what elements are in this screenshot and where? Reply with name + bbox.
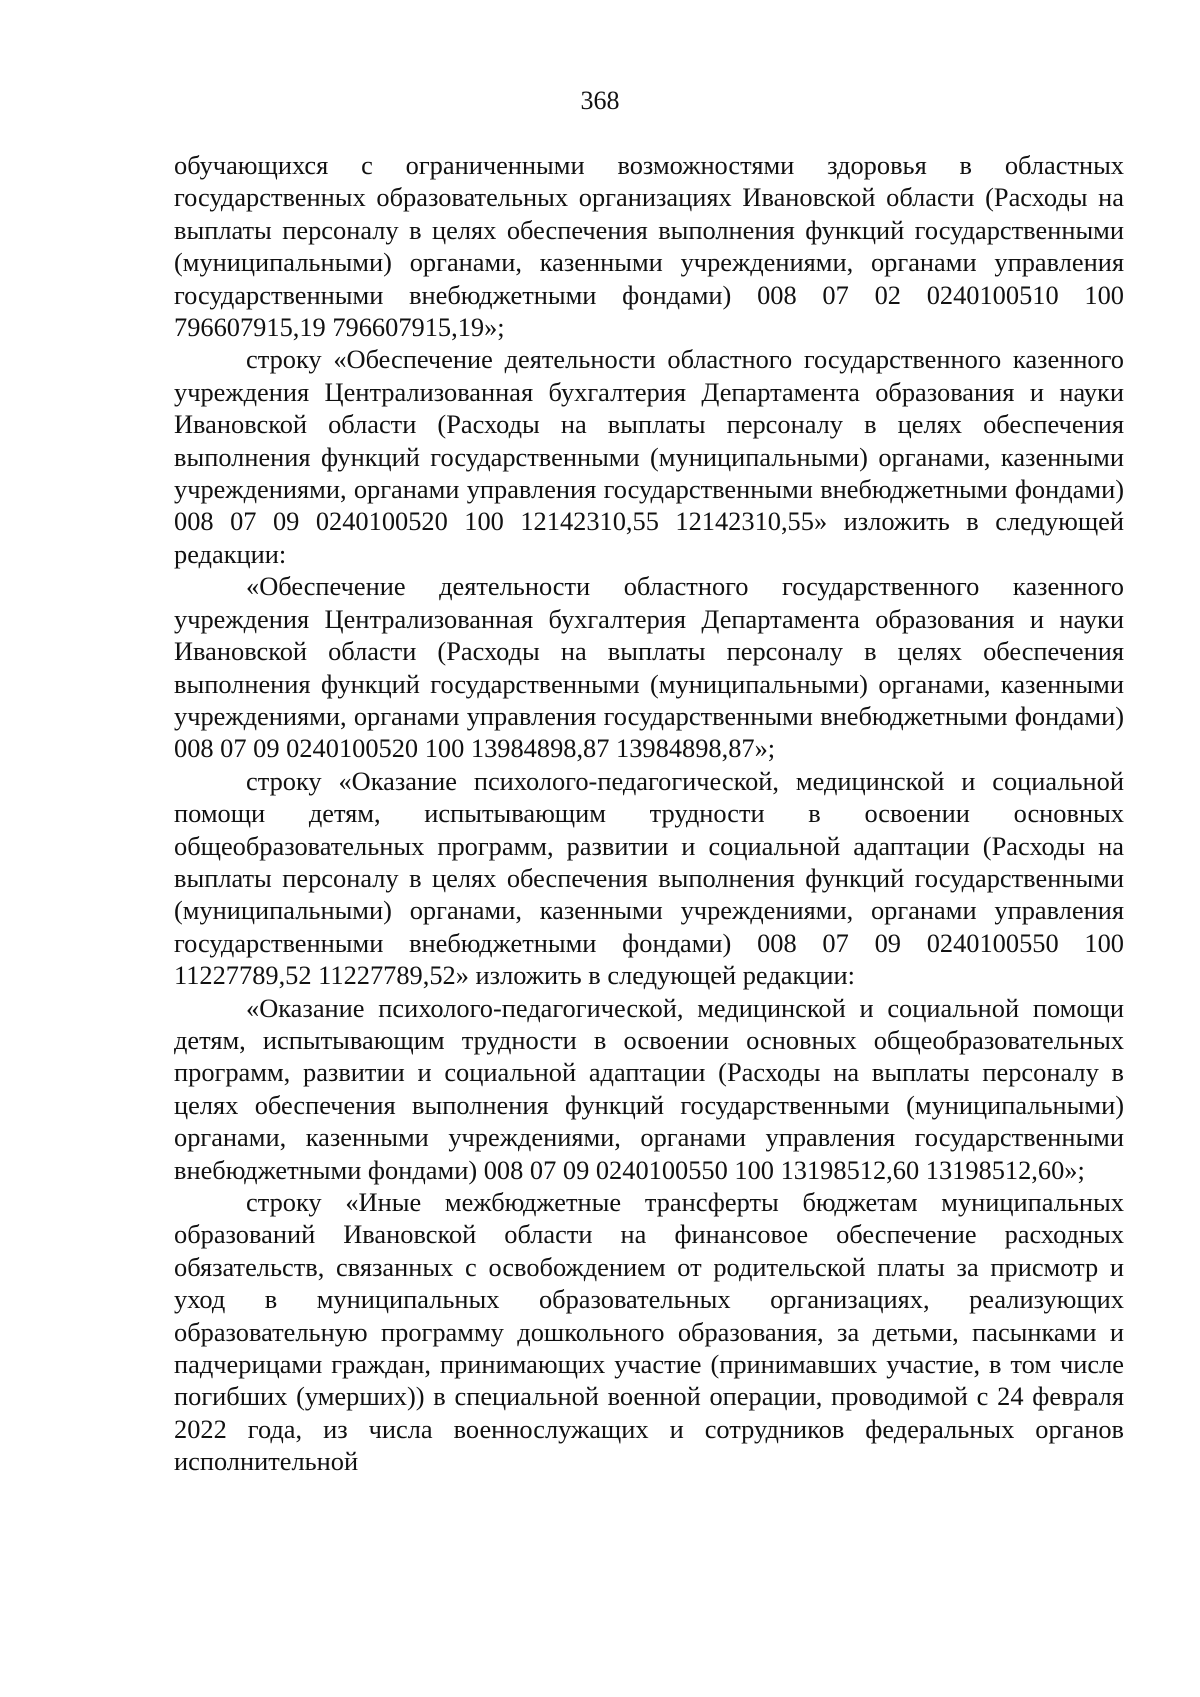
page-number: 368 bbox=[580, 86, 620, 115]
paragraph-new-wording: «Оказание психолого-педагогической, медицинской и социальной помощи детям, испытывающим трудности в освоении основных общеобразовательных программ, развитии и социальной адаптации (Расходы на выплаты персоналу в целях обеспечения выполнения функций государственными (муниципальными) органами, казенными учреждениями, органами управления государственными внебюджетными фондами) 008 07 09 0240100550 100 13198512,60 13198512,60»; bbox=[174, 992, 1124, 1185]
paragraph-new-wording: «Обеспечение деятельности областного государственного казенного учреждения Централизованная бухгалтерия Департамента образования и науки Ивановской области (Расходы на выплаты персоналу в целях обеспечения выполнения функций государственными (муниципальными) органами, казенными учреждениями, органами управления государственными внебюджетными фондами) 008 07 09 0240100520 100 13984898,87 13984898,87»; bbox=[174, 571, 1124, 764]
paragraph-amendment-line: строку «Иные межбюджетные трансферты бюджетам муниципальных образований Ивановской области на финансовое обеспечение расходных обязательств, связанных с освобождением от родительской платы за присмотр и уход в муниципальных образовательных организациях, реализующих образовательную программу дошкольного образования, за детьми, пасынками и падчерицами граждан, принимающих участие (принимавших участие, в том числе погибших (умерших)) в специальной военной операции, проводимой с 24 февраля 2022 года, из числа военнослужащих и сотрудников федеральных органов исполнительной bbox=[174, 1187, 1124, 1477]
paragraph-continuation: обучающихся с ограниченными возможностями здоровья в областных государственных образовательных организациях Ивановской области (Расходы на выплаты персоналу в целях обеспечения выполнения функций государственными (муниципальными) органами, казенными учреждениями, органами управления государственными внебюджетными фондами) 008 07 02 0240100510 100 796607915,19 796607915,19»; bbox=[174, 150, 1124, 343]
paragraph-amendment-line: строку «Оказание психолого-педагогической, медицинской и социальной помощи детям, испытывающим трудности в освоении основных общеобразовательных программ, развитии и социальной адаптации (Расходы на выплаты персоналу в целях обеспечения выполнения функций государственными (муниципальными) органами, казенными учреждениями, органами управления государственными внебюджетными фондами) 008 07 09 0240100550 100 11227789,52 11227789,52» изложить в следующей редакции: bbox=[174, 765, 1124, 991]
paragraph-amendment-line: строку «Обеспечение деятельности областного государственного казенного учреждения Централизованная бухгалтерия Департамента образования и науки Ивановской области (Расходы на выплаты персоналу в целях обеспечения выполнения функций государственными (муниципальными) органами, казенными учреждениями, органами управления государственными внебюджетными фондами) 008 07 09 0240100520 100 12142310,55 12142310,55» изложить в следующей редакции: bbox=[174, 344, 1124, 569]
document-body bbox=[174, 149, 1124, 1478]
